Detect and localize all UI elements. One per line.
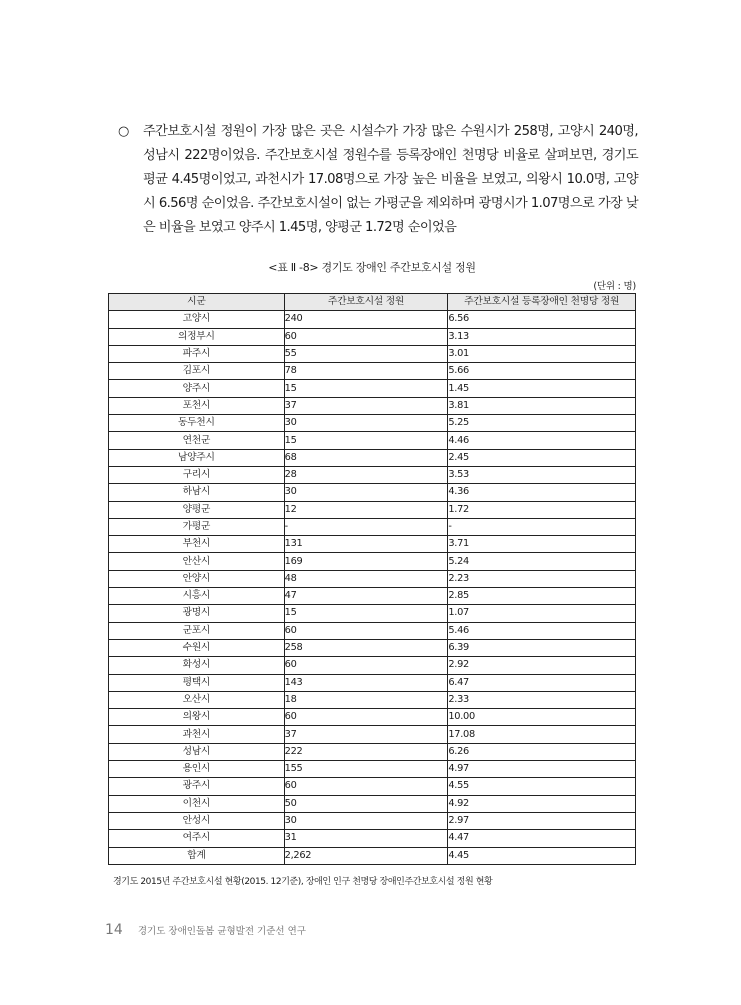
cell-city: 용인시 (109, 761, 285, 778)
cell-capacity: - (284, 518, 448, 535)
bullet-circle-icon: ○ (118, 124, 129, 139)
table-row (109, 380, 636, 397)
header-capacity: 주간보호시설 정원 (284, 294, 448, 311)
cell-rate: 4.36 (448, 484, 636, 501)
table-row (109, 518, 636, 535)
cell-rate: 3.81 (448, 397, 636, 414)
table-header-row (109, 294, 636, 311)
header-rate-per-thousand: 주간보호시설 등록장애인 천명당 정원 (448, 294, 636, 311)
cell-rate: 6.47 (448, 674, 636, 691)
cell-city: 남양주시 (109, 449, 285, 466)
table-row (109, 432, 636, 449)
table-row (109, 639, 636, 656)
cell-rate: 5.46 (448, 622, 636, 639)
table-row (109, 795, 636, 812)
cell-rate: 6.56 (448, 311, 636, 328)
cell-capacity: 15 (284, 380, 448, 397)
cell-capacity: 155 (284, 761, 448, 778)
cell-city: 평택시 (109, 674, 285, 691)
cell-capacity: 47 (284, 588, 448, 605)
cell-capacity: 169 (284, 553, 448, 570)
cell-city: 양평군 (109, 501, 285, 518)
cell-city: 합계 (109, 847, 285, 864)
table-row (109, 847, 636, 864)
cell-capacity: 15 (284, 605, 448, 622)
cell-capacity: 60 (284, 709, 448, 726)
table-row (109, 605, 636, 622)
summary-text: 주간보호시설 정원이 가장 많은 곳은 시설수가 가장 많은 수원시가 258명, 고양시 240명, 성남시 222명이었음. 주간보호시설 정원수를 등록장애인 천명당 비율로 살펴보면, 경기도 평균 4.45명이었고, 과천시가 17.08명으로 가장 높은 비율을 보였고, 의왕시 10.0명, 고양시 6.56명 순이었음. 주간보호시설이 없는 가평군을 제외하며 광명시가 1.07명으로 가장 낮은 비율을 보였고 양주시 1.45명, 양평군 1.72명 순이었음 (143, 124, 638, 235)
cell-rate: 1.72 (448, 501, 636, 518)
table-row (109, 761, 636, 778)
cell-rate: 2.23 (448, 570, 636, 587)
cell-city: 과천시 (109, 726, 285, 743)
cell-rate: 4.97 (448, 761, 636, 778)
cell-city: 성남시 (109, 743, 285, 760)
cell-city: 구리시 (109, 466, 285, 483)
cell-capacity: 30 (284, 415, 448, 432)
table-row (109, 830, 636, 847)
cell-rate: 5.24 (448, 553, 636, 570)
cell-capacity: 48 (284, 570, 448, 587)
cell-city: 오산시 (109, 691, 285, 708)
cell-rate: 2.92 (448, 657, 636, 674)
cell-rate: 2.85 (448, 588, 636, 605)
cell-capacity: 28 (284, 466, 448, 483)
table-row (109, 726, 636, 743)
cell-city: 파주시 (109, 345, 285, 362)
cell-capacity: 55 (284, 345, 448, 362)
header-city: 시군 (109, 294, 285, 311)
page-number: 14 (105, 922, 123, 938)
cell-city: 안산시 (109, 553, 285, 570)
cell-rate: 5.25 (448, 415, 636, 432)
cell-rate: 4.46 (448, 432, 636, 449)
page-footer (105, 922, 306, 938)
cell-city: 광명시 (109, 605, 285, 622)
cell-rate: 6.26 (448, 743, 636, 760)
table-row (109, 691, 636, 708)
cell-rate: 2.97 (448, 812, 636, 829)
table-row (109, 588, 636, 605)
cell-city: 이천시 (109, 795, 285, 812)
cell-city: 부천시 (109, 536, 285, 553)
cell-capacity: 15 (284, 432, 448, 449)
cell-rate: 3.71 (448, 536, 636, 553)
table-row (109, 536, 636, 553)
table-body (109, 311, 636, 865)
cell-city: 가평군 (109, 518, 285, 535)
cell-capacity: 37 (284, 726, 448, 743)
cell-capacity: 78 (284, 363, 448, 380)
cell-capacity: 60 (284, 622, 448, 639)
cell-rate: 1.45 (448, 380, 636, 397)
cell-capacity: 143 (284, 674, 448, 691)
cell-city: 양주시 (109, 380, 285, 397)
table-row (109, 674, 636, 691)
cell-rate: 6.39 (448, 639, 636, 656)
cell-city: 하남시 (109, 484, 285, 501)
table-caption: <표 Ⅱ -8> 경기도 장애인 주간보호시설 정원 (268, 261, 476, 274)
cell-city: 수원시 (109, 639, 285, 656)
cell-city: 시흥시 (109, 588, 285, 605)
table-row (109, 449, 636, 466)
cell-rate: 10.00 (448, 709, 636, 726)
cell-city: 화성시 (109, 657, 285, 674)
cell-capacity: 37 (284, 397, 448, 414)
cell-capacity: 258 (284, 639, 448, 656)
cell-city: 포천시 (109, 397, 285, 414)
cell-rate: 4.55 (448, 778, 636, 795)
cell-rate: 4.92 (448, 795, 636, 812)
table-row (109, 345, 636, 362)
cell-rate: 3.13 (448, 328, 636, 345)
cell-capacity: 30 (284, 812, 448, 829)
cell-rate: 1.07 (448, 605, 636, 622)
table-row (109, 363, 636, 380)
cell-rate: 5.66 (448, 363, 636, 380)
cell-rate: 4.45 (448, 847, 636, 864)
table-row (109, 328, 636, 345)
cell-rate: 2.45 (448, 449, 636, 466)
table-row (109, 570, 636, 587)
cell-capacity: 68 (284, 449, 448, 466)
table-row (109, 622, 636, 639)
table-row (109, 397, 636, 414)
cell-city: 고양시 (109, 311, 285, 328)
source-note: 경기도 2015년 주간보호시설 현황(2015. 12기준), 장애인 인구 천명당 장애인주간보호시설 정원 현황 (113, 877, 493, 887)
cell-city: 여주시 (109, 830, 285, 847)
cell-capacity: 240 (284, 311, 448, 328)
table-row (109, 709, 636, 726)
cell-rate: 17.08 (448, 726, 636, 743)
cell-rate: 3.01 (448, 345, 636, 362)
cell-rate: - (448, 518, 636, 535)
table-row (109, 484, 636, 501)
capacity-table (108, 293, 636, 865)
cell-city: 안성시 (109, 812, 285, 829)
table-row (109, 743, 636, 760)
cell-capacity: 2,262 (284, 847, 448, 864)
table-unit-note: (단위 : 명) (593, 281, 636, 292)
cell-rate: 4.47 (448, 830, 636, 847)
cell-rate: 2.33 (448, 691, 636, 708)
cell-capacity: 60 (284, 328, 448, 345)
cell-capacity: 60 (284, 778, 448, 795)
summary-paragraph (118, 120, 638, 240)
running-title: 경기도 장애인돌봄 균형발전 기준선 연구 (137, 926, 306, 937)
table-row (109, 553, 636, 570)
cell-capacity: 31 (284, 830, 448, 847)
cell-capacity: 18 (284, 691, 448, 708)
cell-city: 군포시 (109, 622, 285, 639)
cell-capacity: 131 (284, 536, 448, 553)
table-row (109, 812, 636, 829)
cell-rate: 3.53 (448, 466, 636, 483)
cell-city: 동두천시 (109, 415, 285, 432)
cell-city: 김포시 (109, 363, 285, 380)
cell-city: 의왕시 (109, 709, 285, 726)
cell-city: 안양시 (109, 570, 285, 587)
cell-city: 연천군 (109, 432, 285, 449)
cell-capacity: 12 (284, 501, 448, 518)
table-row (109, 311, 636, 328)
cell-city: 광주시 (109, 778, 285, 795)
table-row (109, 501, 636, 518)
cell-capacity: 30 (284, 484, 448, 501)
cell-capacity: 50 (284, 795, 448, 812)
table-row (109, 466, 636, 483)
cell-city: 의정부시 (109, 328, 285, 345)
table-row (109, 778, 636, 795)
cell-capacity: 222 (284, 743, 448, 760)
table-row (109, 657, 636, 674)
cell-capacity: 60 (284, 657, 448, 674)
table-row (109, 415, 636, 432)
